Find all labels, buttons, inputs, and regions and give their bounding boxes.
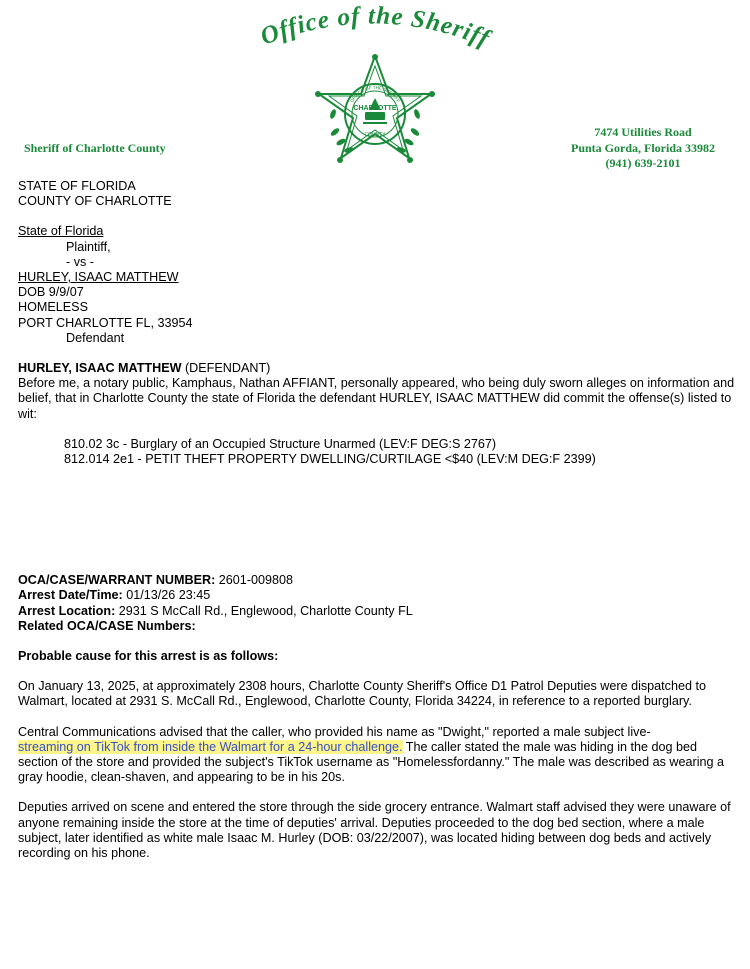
seal-middle-text: CHARLOTTE — [353, 105, 397, 112]
svg-text:Office of the Sheriff — [257, 4, 495, 53]
case-number-label: OCA/CASE/WARRANT NUMBER: — [18, 573, 216, 588]
probable-cause-paragraph-2 — [18, 725, 738, 786]
case-number-line — [18, 573, 738, 588]
sheriff-seal — [311, 54, 439, 172]
charge-2: 812.014 2e1 - PETIT THEFT PROPERTY DWELLING/CURTILAGE <$40 (LEV:M DEG:F 2399) — [64, 452, 596, 467]
case-number-value: 2601-009808 — [218, 573, 294, 588]
address-line2: Punta Gorda, Florida 33982 — [570, 140, 715, 155]
arrest-location-label: Arrest Location: — [18, 603, 116, 618]
defendant-residence: HOMELESS — [18, 300, 88, 315]
arrest-date-label: Arrest Date/Time: — [18, 588, 123, 603]
defendant-label: Defendant — [66, 330, 125, 345]
state-line: STATE OF FLORIDA — [18, 179, 136, 193]
document-body — [18, 179, 738, 861]
arrest-date-line — [18, 588, 738, 603]
probable-cause-heading: Probable cause for this arrest is as follows: — [18, 649, 279, 664]
defendant-dob: DOB 9/9/07 — [18, 285, 84, 300]
arrest-date-value: 01/13/26 23:45 — [126, 588, 211, 603]
probable-cause-paragraph-1: On January 13, 2025, at approximately 2308 hours, Charlotte County Sheriff's Office D1 Patrol Deputies were dispatched to Walmart, located at 2931 S. McCall Rd., Englewood, Charlotte County, Florida 34224, in reference to a reported burglary. — [18, 679, 706, 709]
defendant-heading-name: HURLEY, ISAAC MATTHEW — [18, 361, 182, 376]
paragraph-2-end: The caller stated the male was hiding in the dog bed section of the store and provided the subject's TikTok username as "Homelessfordanny." The male was described as wearing a gray hoodie, clean-shaven, and appearing to be in his 20s. — [18, 739, 724, 785]
address-line1: 7474 Utilities Road — [594, 125, 692, 139]
plaintiff-name: State of Florida — [18, 224, 104, 239]
affidavit-statement: Before me, a notary public, Kamphaus, Nathan AFFIANT, personally appeared, who being duly sworn alleges on information and belief, that in Charlotte County the state of Florida the defendant HURLEY, ISAAC MATTHEW did commit the offense(s) listed to wit: — [18, 376, 735, 421]
seal-top-text: OFFICE OF THE SHERIFF — [349, 84, 401, 104]
highlighted-passage: streaming on TikTok from inside the Walmart for a 24-hour challenge. — [18, 739, 403, 754]
agency-address — [548, 125, 738, 172]
seal-bottom-text: COUNTY — [364, 132, 386, 138]
arrest-location-value: 2931 S McCall Rd., Englewood, Charlotte County FL — [118, 603, 413, 618]
defendant-city: PORT CHARLOTTE FL, 33954 — [18, 315, 193, 330]
agency-name: Sheriff of Charlotte County — [24, 141, 166, 155]
defendant-heading-role: (DEFENDANT) — [184, 361, 271, 376]
county-line: COUNTY OF CHARLOTTE — [18, 194, 172, 209]
defendant-heading — [18, 361, 738, 376]
arrest-location-line — [18, 604, 738, 619]
defendant-name: HURLEY, ISAAC MATTHEW — [18, 270, 179, 285]
phone-number: (941) 639-2101 — [605, 156, 681, 170]
charge-1: 810.02 3c - Burglary of an Occupied Structure Unarmed (LEV:F DEG:S 2767) — [64, 436, 497, 451]
versus-label: - vs - — [66, 254, 94, 269]
related-case-label: Related OCA/CASE Numbers: — [18, 618, 196, 633]
probable-cause-paragraph-3: Deputies arrived on scene and entered the store through the side grocery entrance. Walmart staff advised they were unaware of anyone remaining inside the store at the time of deputies' arrival. Deputies proceeded to the dog bed section, where a male subject, later identified as white male Isaac M. Hurley (DOB: 03/22/2007), was located hiding between dog beds and actively recording on his phone. — [18, 800, 731, 861]
paragraph-2-start: Central Communications advised that the caller, who provided his name as "Dwight," reported a male subject live- — [18, 724, 651, 739]
office-title-text: Office of the Sheriff — [256, 4, 494, 53]
plaintiff-label: Plaintiff, — [66, 239, 111, 254]
